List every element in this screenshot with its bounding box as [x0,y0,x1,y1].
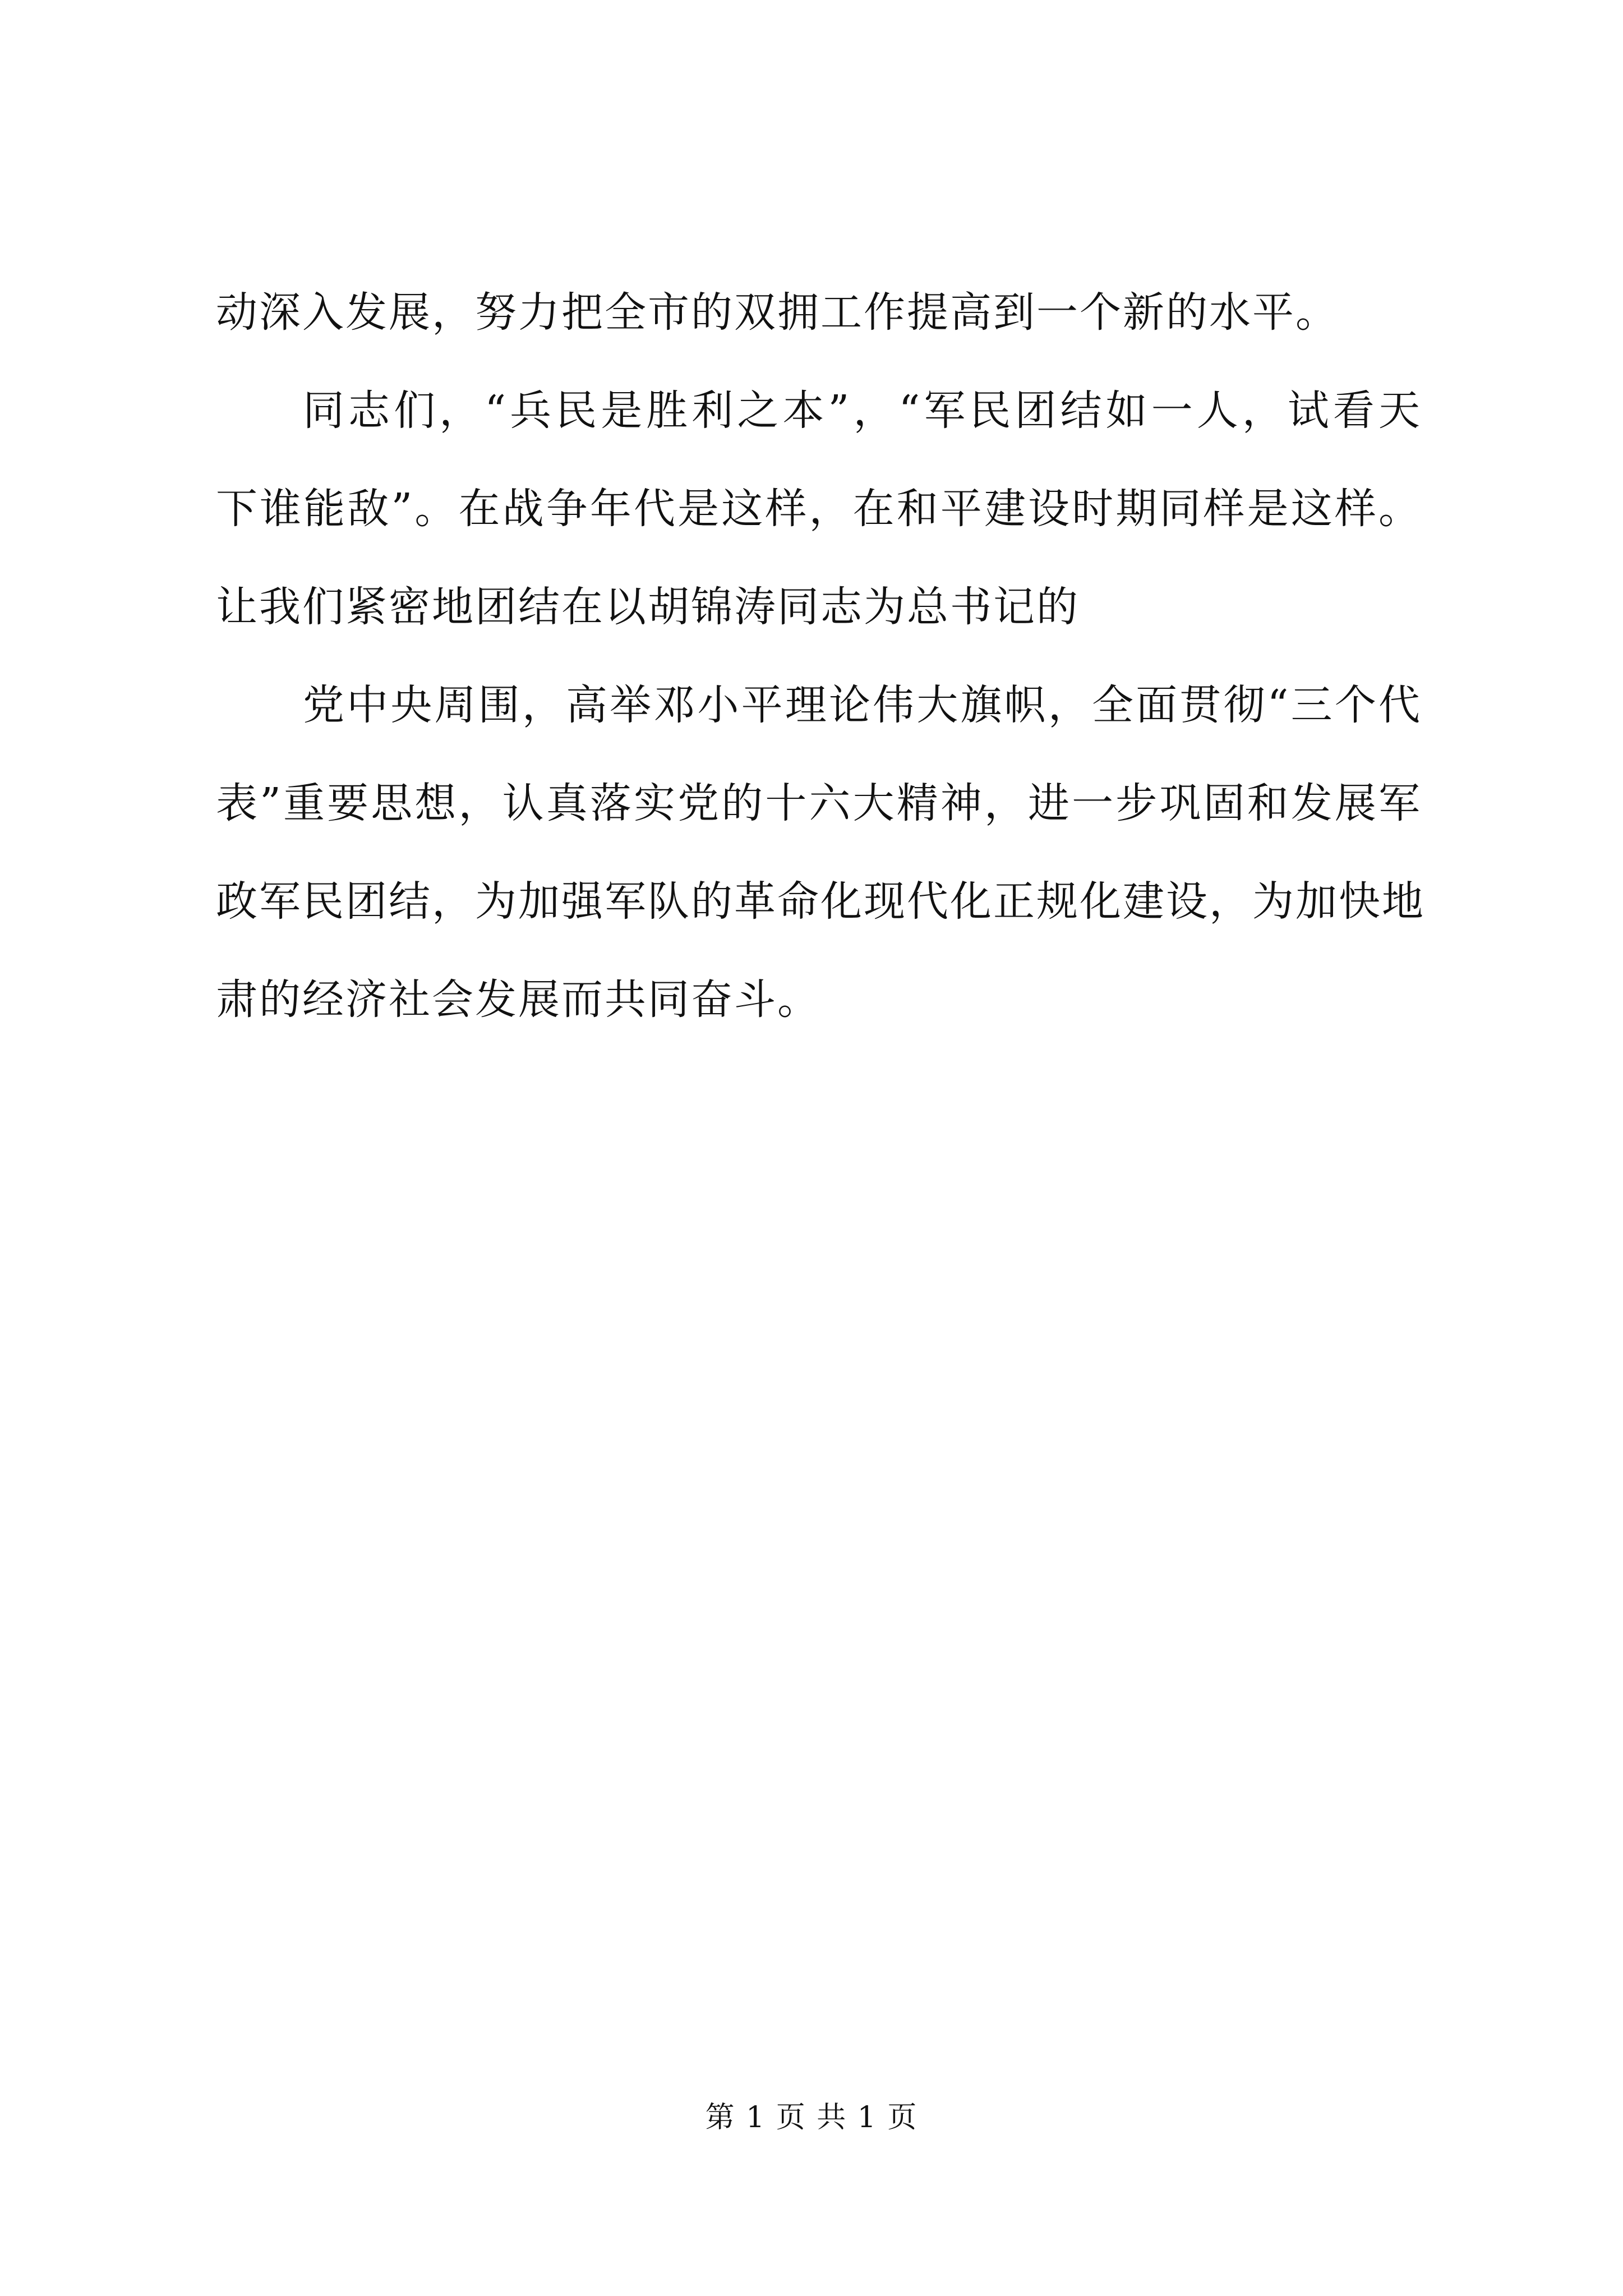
text-line: 动深入发展，努力把全市的双拥工作提高到一个新的水平。 [216,288,1339,337]
text-line: 让我们紧密地团结在以胡锦涛同志为总书记的 [216,583,1080,631]
body-text [216,264,1425,1049]
text-line: 下谁能敌”。在战争年代是这样，在和平建设时期同样是这样。 [216,485,1422,533]
page-number-footer: 第 1 页 共 1 页 [705,2101,918,2134]
text-line: 政军民团结，为加强军队的革命化现代化正规化建设，为加快地 [216,877,1425,926]
text-line: 表”重要思想，认真落实党的十六大精神，进一步巩固和发展军 [216,779,1422,827]
text-line: 党中央周围，高举邓小平理论伟大旗帜，全面贯彻“三个代 [303,681,1422,729]
text-line: 同志们，“兵民是胜利之本”，“军民团结如一人，试看天 [303,386,1422,435]
text-line: 肃的经济社会发展而共同奋斗。 [216,976,820,1024]
